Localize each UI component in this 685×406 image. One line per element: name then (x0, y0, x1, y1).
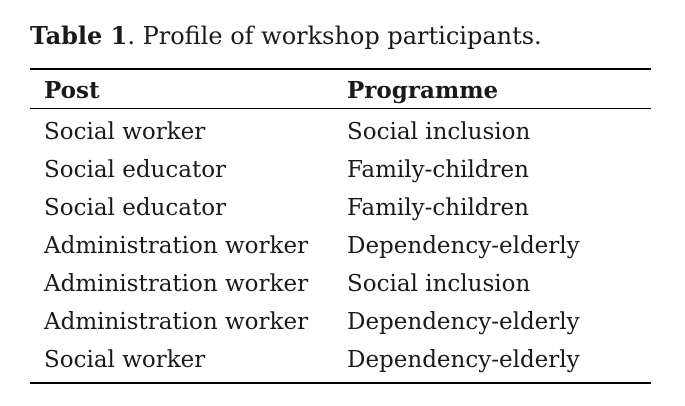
table-header-row (30, 70, 651, 108)
cell-programme: Family-children (347, 157, 529, 183)
cell-programme: Dependency-elderly (347, 233, 580, 259)
participants-table (30, 68, 651, 384)
cell-programme: Social inclusion (347, 271, 531, 297)
cell-programme: Dependency-elderly (347, 347, 580, 373)
cell-programme: Family-children (347, 195, 529, 221)
cell-post: Administration worker (44, 309, 309, 335)
table-caption-text: . Profile of workshop participants. (127, 22, 542, 50)
table-row (30, 341, 651, 379)
table-row (30, 113, 651, 151)
cell-post: Administration worker (44, 271, 309, 297)
cell-post: Social educator (44, 195, 227, 221)
header-programme: Programme (347, 77, 499, 104)
cell-programme: Social inclusion (347, 119, 531, 145)
table-caption (30, 20, 542, 52)
table-row (30, 189, 651, 227)
table-row (30, 265, 651, 303)
cell-post: Social educator (44, 157, 227, 183)
cell-post: Social worker (44, 119, 206, 145)
cell-post: Administration worker (44, 233, 309, 259)
table-body (30, 109, 651, 382)
table-row (30, 227, 651, 265)
table-row (30, 303, 651, 341)
table-caption-label: Table 1 (30, 21, 128, 50)
header-post: Post (44, 77, 100, 104)
table-bottom-rule (30, 382, 651, 384)
table-row (30, 151, 651, 189)
cell-programme: Dependency-elderly (347, 309, 580, 335)
cell-post: Social worker (44, 347, 206, 373)
